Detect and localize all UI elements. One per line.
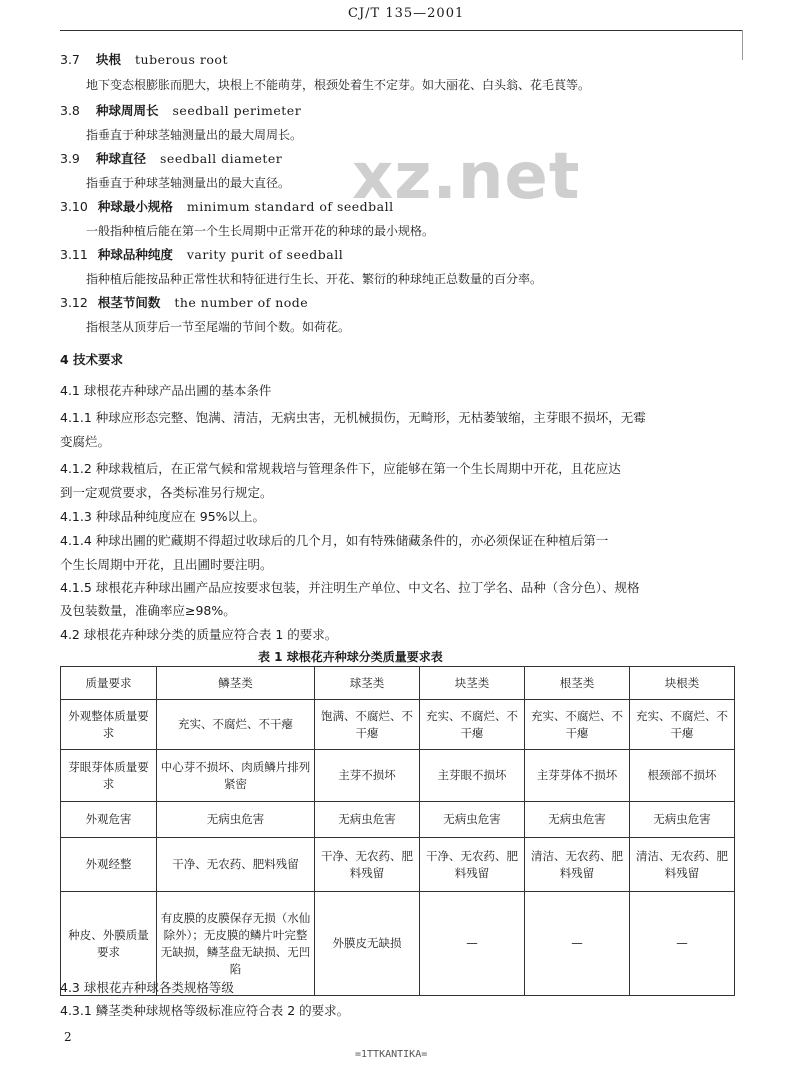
clause-3-8-heading: 3.8 种球周周长 seedball perimeter [60,103,302,118]
table-row [61,838,735,892]
table-cell: 外观危害 [61,802,157,838]
table-cell: 充实、不腐烂、不干瘪 [420,700,525,750]
table-cell: 无病虫危害 [315,802,420,838]
quality-requirements-table [60,666,735,996]
table-cell: 主芽芽体不损坏 [525,750,630,802]
table-cell: 干净、无农药、肥料残留 [420,838,525,892]
table-cell: 干净、无农药、肥料残留 [157,838,315,892]
table-cell: 外观经整 [61,838,157,892]
clause-3-9-definition: 指垂直于种球茎轴测量出的最大直径。 [86,176,291,190]
clause-4-3-1: 4.3.1 鳞茎类种球规格等级标准应符合表 2 的要求。 [60,1003,350,1018]
clause-4-1-4-line1: 4.1.4 种球出圃的贮藏期不得超过收球后的几个月，如有特殊储藏条件的，亦必须保证在种植后第一 [60,533,609,548]
table-cell: 饱满、不腐烂、不干瘪 [315,700,420,750]
table-cell: — [420,892,525,996]
table-row [61,700,735,750]
clause-3-11-definition: 指种植后能按品种正常性状和特征进行生长、开花、繁衍的种球纯正总数量的百分率。 [86,272,543,286]
clause-3-9-heading: 3.9 种球直径 seedball diameter [60,151,283,166]
table-cell: 外观整体质量要求 [61,700,157,750]
table-header-cell: 质量要求 [61,667,157,700]
clause-4-1-1-line2: 变腐烂。 [60,434,111,449]
clause-4-2: 4.2 球根花卉种球分类的质量应符合表 1 的要求。 [60,627,338,642]
table-cell: 外膜皮无缺损 [315,892,420,996]
clause-4-3: 4.3 球根花卉种球各类规格等级 [60,980,234,995]
table-cell: 种皮、外膜质量要求 [61,892,157,996]
header-rule [60,30,742,31]
page-edge-line [742,30,743,60]
clause-4-1-2-line2: 到一定观赏要求，各类标准另行规定。 [60,485,273,500]
clause-3-10-definition: 一般指种植后能在第一个生长周期中正常开花的种球的最小规格。 [86,224,435,238]
clause-4-1-5-line2: 及包装数量，准确率应≥98%。 [60,603,236,618]
table-cell: 根颈部不损坏 [630,750,735,802]
clause-4-1-2-line1: 4.1.2 种球栽植后，在正常气候和常规栽培与管理条件下，应能够在第一个生长周期中开花，且花应达 [60,461,621,476]
table-cell: 充实、不腐烂、不干瘪 [157,700,315,750]
clause-4-1-1-line1: 4.1.1 种球应形态完整、饱满、清洁，无病虫害，无机械损伤，无畸形，无枯萎皱缩，主芽眼不损坏，无霉 [60,410,646,425]
table-cell: — [630,892,735,996]
table-cell: 无病虫危害 [157,802,315,838]
table-cell: 无病虫危害 [420,802,525,838]
table-cell: 充实、不腐烂、不干瘪 [630,700,735,750]
table-cell: 无病虫危害 [525,802,630,838]
clause-3-8-definition: 指垂直于种球茎轴测量出的最大周周长。 [86,128,303,142]
table-header-cell: 球茎类 [315,667,420,700]
table-cell: 中心芽不损坏、肉质鳞片排列紧密 [157,750,315,802]
table-cell: 主芽眼不损坏 [420,750,525,802]
table-header-cell: 块茎类 [420,667,525,700]
section-4-title: 4 技术要求 [60,352,124,367]
table-cell: 清洁、无农药、肥料残留 [630,838,735,892]
clause-4-1-4-line2: 个生长周期中开花，且出圃时要注明。 [60,557,273,572]
table-header-row [61,667,735,700]
page-number: 2 [64,1030,72,1044]
table-row [61,802,735,838]
table-cell: 干净、无农药、肥料残留 [315,838,420,892]
table-header-cell: 鳞茎类 [157,667,315,700]
table-header-cell: 根茎类 [525,667,630,700]
clause-3-12-heading: 3.12 根茎节间数 the number of node [60,295,309,310]
table-cell: — [525,892,630,996]
clause-3-7-definition: 地下变态根膨胀而肥大，块根上不能萌芽，根颈处着生不定芽。如大丽花、白头翁、花毛茛等。 [86,78,591,92]
clause-3-10-heading: 3.10 种球最小规格 minimum standard of seedball [60,199,394,214]
standard-code-header: CJ/T 135—2001 [348,6,465,21]
footer-mark: =1TTKANTIKA= [355,1049,428,1060]
table-cell: 无病虫危害 [630,802,735,838]
table-cell: 清洁、无农药、肥料残留 [525,838,630,892]
clause-4-1-3: 4.1.3 种球品种纯度应在 95%以上。 [60,509,266,524]
watermark: xz.net [352,140,581,214]
clause-4-1-5-line1: 4.1.5 球根花卉种球出圃产品应按要求包装，并注明生产单位、中文名、拉丁学名、品种（含分色）、规格 [60,580,640,595]
table-cell: 主芽不损坏 [315,750,420,802]
table-cell: 充实、不腐烂、不干瘪 [525,700,630,750]
table-1-caption: 表 1 球根花卉种球分类质量要求表 [258,650,443,664]
table-row [61,750,735,802]
clause-4-1: 4.1 球根花卉种球产品出圃的基本条件 [60,383,272,398]
clause-3-11-heading: 3.11 种球品种纯度 varity purit of seedball [60,247,344,262]
clause-3-12-definition: 指根茎从顶芽后一节至尾端的节间个数。如荷花。 [86,320,351,334]
table-header-cell: 块根类 [630,667,735,700]
clause-3-7-heading: 3.7 块根 tuberous root [60,52,228,67]
table-cell: 有皮膜的皮膜保存无损（水仙除外）；无皮膜的鳞片叶完整无缺损，鳞茎盘无缺损、无凹陷 [157,892,315,996]
table-cell: 芽眼芽体质量要求 [61,750,157,802]
